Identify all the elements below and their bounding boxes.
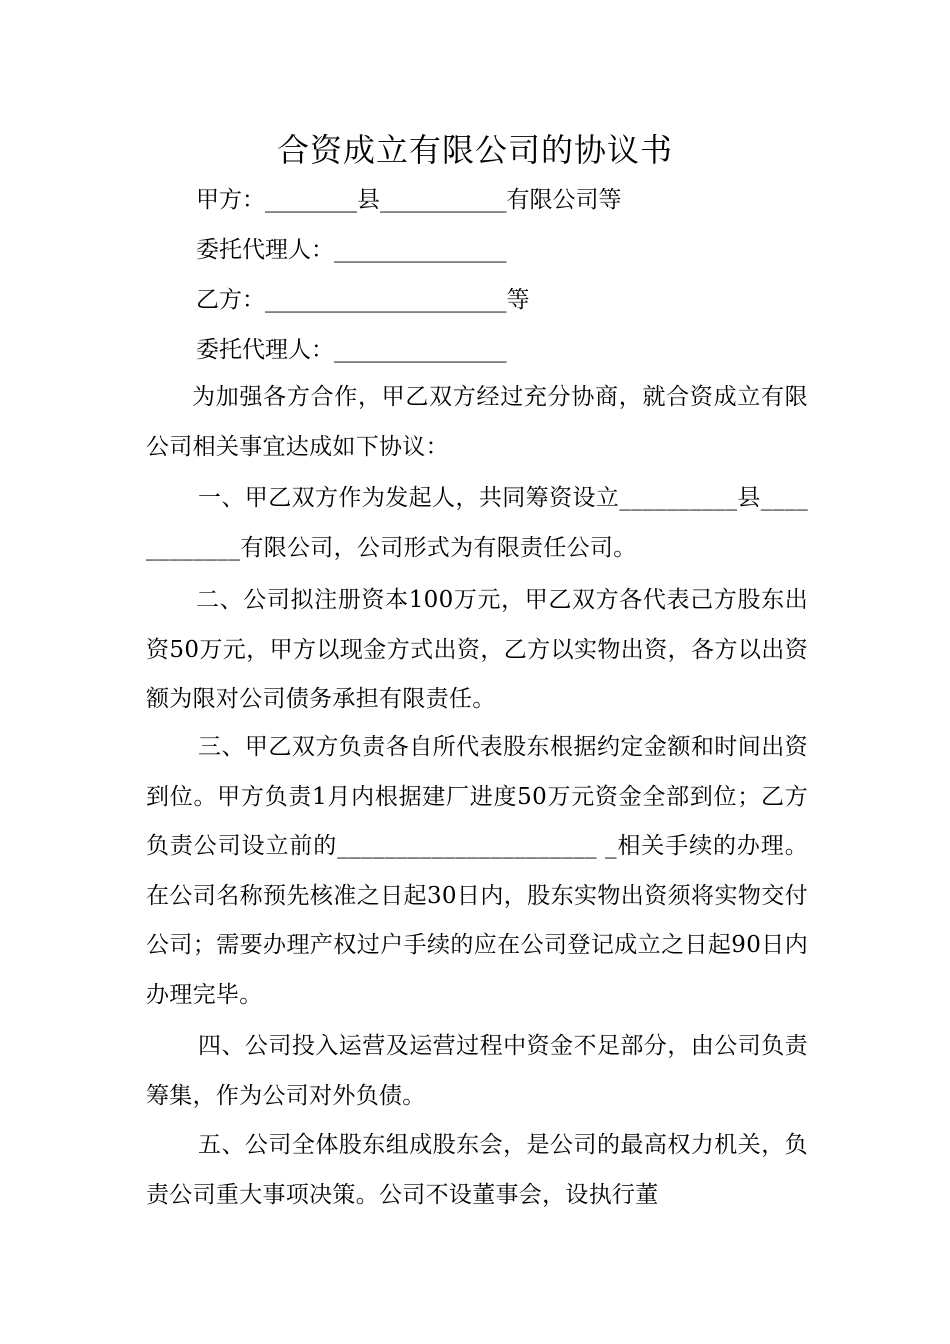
clause-3-paragraph: 三、甲乙双方负责各自所代表股东根据约定金额和时间出资到位。甲方负责1月内根据建厂进度50万元资金全部到位；乙方负责公司设立前的______________________ _相关手续的办理。在公司名称预先核准之日起30日内，股东实物出资须将实物交付公司；需要办理产权过户手续的应在公司登记成立之日起90日内办理完毕。 <box>146 734 808 1008</box>
party-a-agent-field: 委托代理人：_______________ <box>196 237 507 263</box>
party-b-agent-field: 委托代理人：_______________ <box>196 337 507 363</box>
party-b-field: 乙方：_____________________等 <box>196 287 530 313</box>
intro-paragraph: 为加强各方合作，甲乙双方经过充分协商，就合资成立有限公司相关事宜达成如下协议： <box>146 384 808 460</box>
clause-2-paragraph: 二、公司拟注册资本100万元，甲乙双方各代表己方股东出资50万元，甲方以现金方式出资，乙方以实物出资，各方以出资额为限对公司债务承担有限责任。 <box>146 587 808 712</box>
clause-4-paragraph: 四、公司投入运营及运营过程中资金不足部分，由公司负责筹集，作为公司对外负债。 <box>146 1033 808 1109</box>
party-a-field: 甲方：________县___________有限公司等 <box>196 187 622 213</box>
clause-1-paragraph: 一、甲乙双方作为发起人，共同筹资设立__________县____________有限公司，公司形式为有限责任公司。 <box>146 485 808 561</box>
document-title: 合资成立有限公司的协议书 <box>276 131 673 169</box>
clause-5-paragraph: 五、公司全体股东组成股东会，是公司的最高权力机关，负责公司重大事项决策。公司不设董事会，设执行董 <box>146 1132 808 1208</box>
